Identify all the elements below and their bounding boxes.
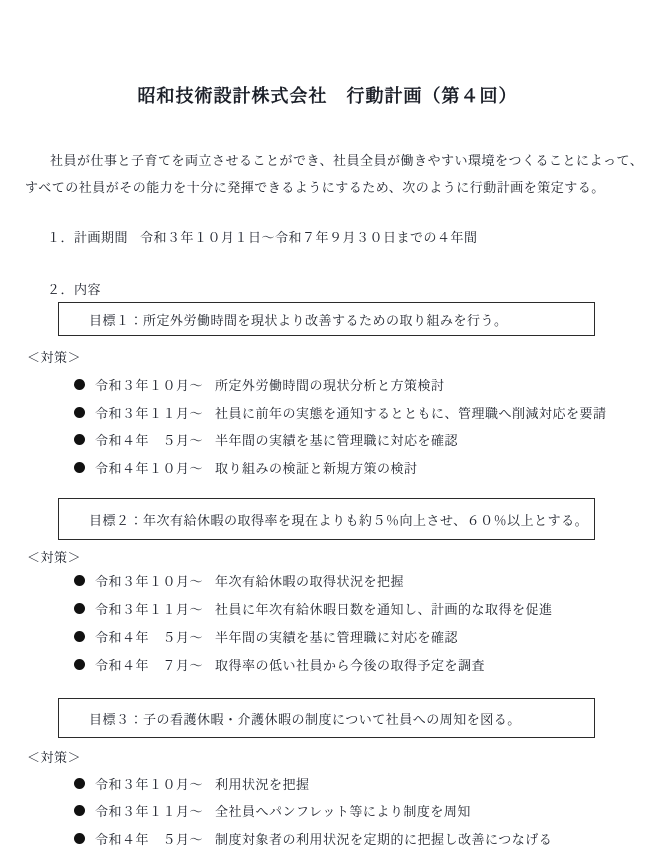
goal-2-measure-row [74,628,458,645]
bullet-icon [74,407,85,418]
measure-action: 全社員へパンフレット等により制度を周知 [215,804,471,819]
measure-action: 取り組みの検証と新規方策の検討 [215,461,418,476]
goal-1-title: 目標１：所定外労働時間を現状より改善するための取り組みを行う。 [89,312,508,328]
measure-action: 半年間の実績を基に管理職に対応を確認 [215,630,459,645]
goal-3-measure-row [74,830,552,847]
bullet-icon [74,833,85,844]
plan-period-value: 令和３年１０月１日～令和７年９月３０日までの４年間 [140,230,478,245]
measure-date: 令和３年１１月～ [95,804,204,819]
measure-date: 令和３年１０月～ [95,378,204,393]
goal-2-measure-row [74,600,553,617]
bullet-icon [74,659,85,670]
measure-action: 所定外労働時間の現状分析と方策検討 [215,378,445,393]
goal-2-measure-row [74,572,404,589]
measure-action: 利用状況を把握 [215,777,310,792]
goal-1-measure-row [74,431,458,448]
bullet-icon [74,462,85,473]
measure-date: 令和３年１１月～ [95,406,204,421]
goal-3-measure-row [74,802,471,819]
measure-date: 令和４年 ５月～ [95,630,204,645]
measure-date: 令和４年 ５月～ [95,832,204,847]
bullet-icon [74,805,85,816]
measure-date: 令和４年 ７月～ [95,658,204,673]
measure-action: 取得率の低い社員から今後の取得予定を調査 [215,658,486,673]
goal-1-box [58,302,595,336]
goal-2-title: 目標２：年次有給休暇の取得率を現在よりも約５％向上させ、６０％以上とする。 [89,512,589,528]
plan-period-heading: １．計画期間 [47,230,129,245]
goal-3-title: 目標３：子の看護休暇・介護休暇の制度について社員への周知を図る。 [89,711,521,727]
measure-action: 社員に年次有給休暇日数を通知し、計画的な取得を促進 [215,602,553,617]
intro-line-1: 社員が仕事と子育てを両立させることができ、社員全員が働きやすい環境をつくることによって、 [50,153,644,168]
measure-action: 制度対象者の利用状況を定期的に把握し改善につなげる [215,832,553,847]
measure-action: 半年間の実績を基に管理職に対応を確認 [215,433,459,448]
bullet-icon [74,778,85,789]
measure-date: 令和４年１０月～ [95,461,204,476]
measure-action: 年次有給休暇の取得状況を把握 [215,574,405,589]
goal-3-measure-row [74,775,310,792]
measure-date: 令和４年 ５月～ [95,433,204,448]
measures-label-1: ＜対策＞ [27,350,82,365]
goal-2-measure-row [74,656,485,673]
measure-date: 令和３年１１月～ [95,602,204,617]
bullet-icon [74,575,85,586]
bullet-icon [74,379,85,390]
measures-label-3: ＜対策＞ [27,750,82,765]
goal-3-box [58,698,595,738]
goal-1-measure-row [74,459,418,476]
measures-label-2: ＜対策＞ [27,550,82,565]
bullet-icon [74,434,85,445]
intro-line-2: すべての社員がその能力を十分に発揮できるようにするため、次のように行動計画を策定する。 [25,180,605,195]
measure-date: 令和３年１０月～ [95,777,204,792]
goal-2-box [58,498,595,540]
bullet-icon [74,603,85,614]
goal-1-measure-row [74,404,607,421]
measure-action: 社員に前年の実態を通知するとともに、管理職へ削減対応を要請 [215,406,607,421]
document-title: 昭和技術設計株式会社 行動計画（第４回） [137,86,518,106]
goal-1-measure-row [74,376,445,393]
measure-date: 令和３年１０月～ [95,574,204,589]
bullet-icon [74,631,85,642]
content-heading: ２．内容 [47,282,102,297]
